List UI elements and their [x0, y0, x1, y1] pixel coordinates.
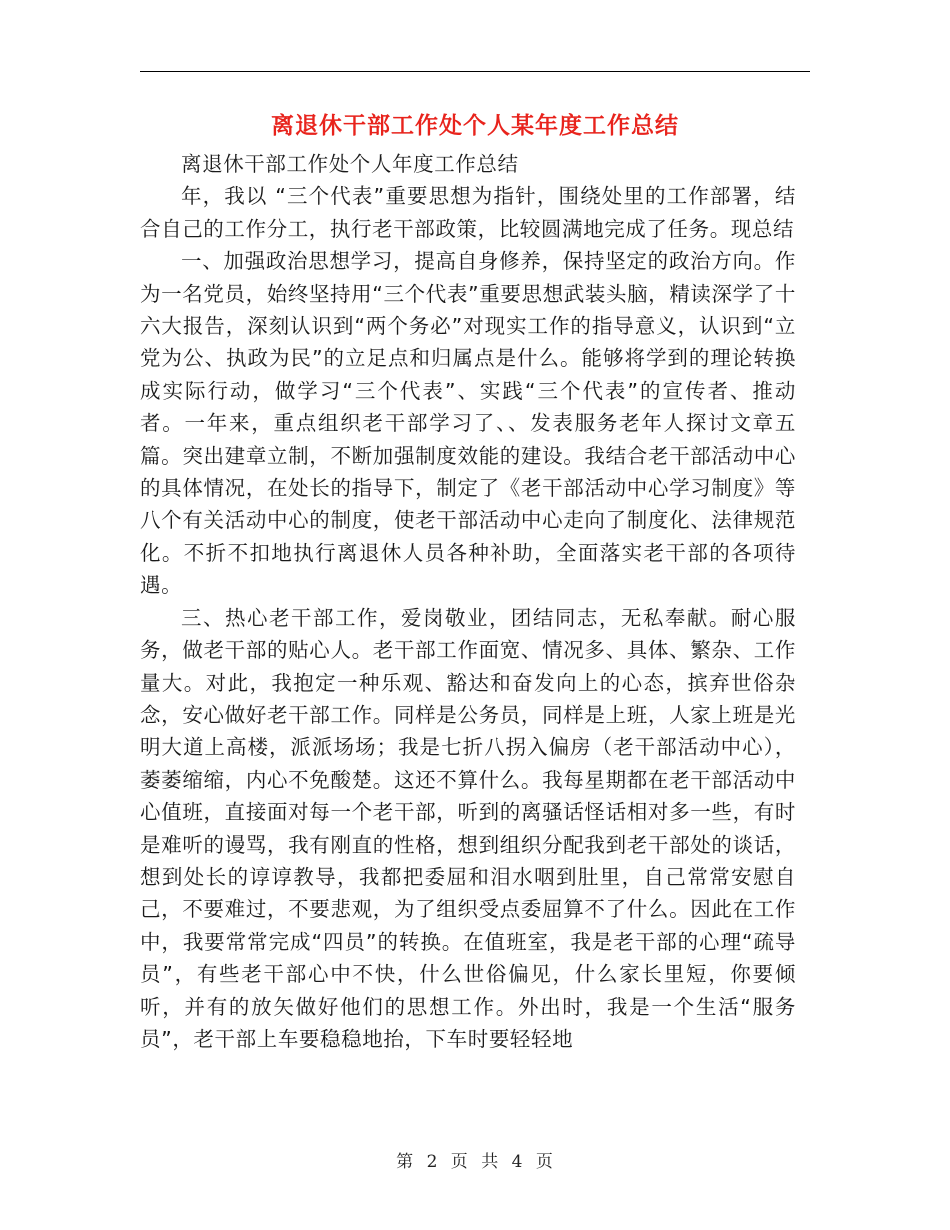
- header-rule: [140, 71, 810, 72]
- section-one-paragraph: 一、加强政治思想学习，提高自身修养，保持坚定的政治方向。作为一名党员，始终坚持用“三个代表”重要思想武装头脑，精读深学了十六大报告，深刻认识到“两个务必”对现实工作的指导意义，认识到“立党为公、执政为民”的立足点和归属点是什么。能够将学到的理论转换成实际行动，做学习“三个代表”、实践“三个代表”的宣传者、推动者。一年来，重点组织老干部学习了、、发表服务老年人探讨文章五篇。突出建章立制，不断加强制度效能的建设。我结合老干部活动中心的具体情况，在处长的指导下，制定了《老干部活动中心学习制度》等八个有关活动中心的制度，使老干部活动中心走向了制度化、法律规范化。不折不扣地执行离退休人员各种补助，全面落实老干部的各项待遇。: [140, 249, 796, 598]
- subtitle-paragraph: 离退休干部工作处个人年度工作总结: [181, 152, 519, 176]
- document-body: [140, 148, 796, 1055]
- section-three-paragraph: 三、热心老干部工作，爱岗敬业，团结同志，无私奉献。耐心服务，做老干部的贴心人。老干部工作面宽、情况多、具体、繁杂、工作量大。对此，我抱定一种乐观、豁达和奋发向上的心态，摈弃世俗杂念，安心做好老干部工作。同样是公务员，同样是上班，人家上班是光明大道上高楼，派派场场；我是七折八拐入偏房（老干部活动中心），萎萎缩缩，内心不免酸楚。这还不算什么。我每星期都在老干部活动中心值班，直接面对每一个老干部，听到的离骚话怪话相对多一些，有时是难听的谩骂，我有刚直的性格，想到组织分配我到老干部处的谈话，想到处长的谆谆教导，我都把委屈和泪水咽到肚里，自己常常安慰自己，不要难过，不要悲观，为了组织受点委屈算不了什么。因此在工作中，我要常常完成“四员”的转换。在值班室，我是老干部的心理“疏导员”，有些老干部心中不快，什么世俗偏见，什么家长里短，你要倾听，并有的放矢做好他们的思想工作。外出时，我是一个生活“服务员”，老干部上车要稳稳地抬，下车时要轻轻地: [140, 605, 796, 1051]
- intro-paragraph: 年，我以 “三个代表”重要思想为指针，围绕处里的工作部署，结合自己的工作分工，执行老干部政策，比较圆满地完成了任务。现总结: [140, 184, 796, 241]
- page-number: 第 2 页 共 4 页: [396, 1152, 554, 1172]
- document-title: 离退休干部工作处个人某年度工作总结: [271, 113, 679, 139]
